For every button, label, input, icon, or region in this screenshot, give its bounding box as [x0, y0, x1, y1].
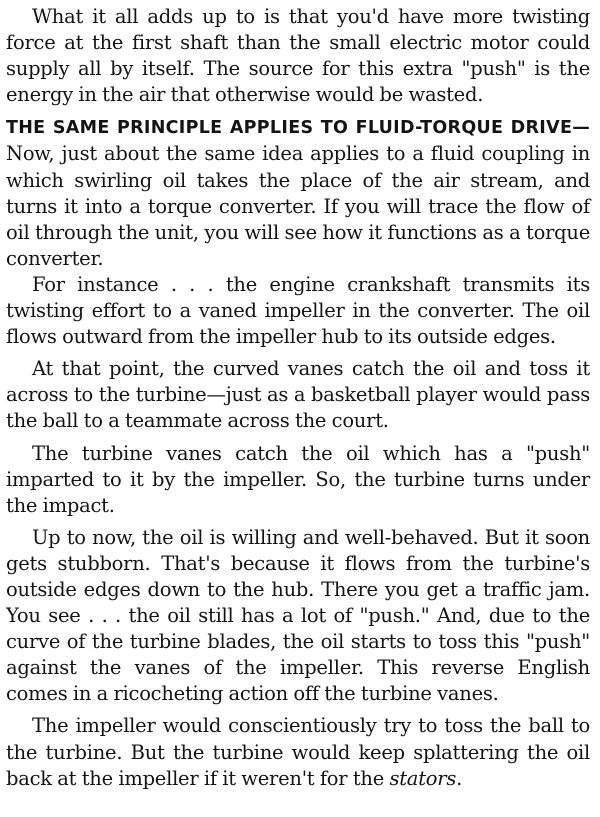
paragraph-fluid-torque-drive [6, 114, 590, 272]
paragraph-text: What it all adds up to is that you'd have more twisting force at the first shaft than the small electric motor could supply all by itself. The source for this extra "push" is the energy in the air that otherwise would be wasted. [6, 5, 590, 107]
emphasis-stators: stators [389, 766, 457, 790]
paragraph-text: For instance . . . the engine crankshaft transmits its twisting effort to a vaned impeller in the converter. The oil flows outward from the impeller hub to its outside edges. [6, 272, 590, 349]
paragraph-text: The turbine vanes catch the oil which has a "push" imparted to it by the impeller. So, the turbine turns under the impact. [6, 441, 590, 517]
section-heading: THE SAME PRINCIPLE APPLIES TO FLUID-TORQUE DRIVE— [6, 118, 590, 139]
paragraph-text: The impeller would conscientiously try to toss the ball to the turbine. But the turbine would keep splattering the oil back at the impeller if it weren't for the [6, 714, 590, 790]
paragraph-tail: . [456, 766, 463, 790]
paragraph-crankshaft [6, 272, 590, 350]
paragraph-text: Up to now, the oil is willing and well-behaved. But it soon gets stubborn. That's because it flows from the turbine's outside edges down to the hub. There you get a traffic jam. You see . . . the oil still has a lot of "push." And, due to the curve of the turbine blades, the oil starts to toss this "push" against the vanes of the impeller. This reverse English comes in a ricocheting action off the turbine vanes. [6, 525, 590, 706]
paragraph-turbine-vanes [6, 441, 590, 519]
paragraph-stators [6, 713, 590, 791]
paragraph-text: Now, just about the same idea applies to a fluid coupling in which swirling oil takes the place of the air stream, and turns it into a torque converter. If you will trace the flow of oil through the unit, you will see how it functions as a torque converter. [6, 142, 590, 270]
paragraph-text: At that point, the curved vanes catch the oil and toss it across to the turbine—just as a basketball player would pass the ball to a teammate across the court. [6, 357, 590, 433]
paragraph-curved-vanes [6, 356, 590, 434]
paragraph-twisting-force [6, 4, 590, 108]
paragraph-stubborn-oil [6, 525, 590, 708]
